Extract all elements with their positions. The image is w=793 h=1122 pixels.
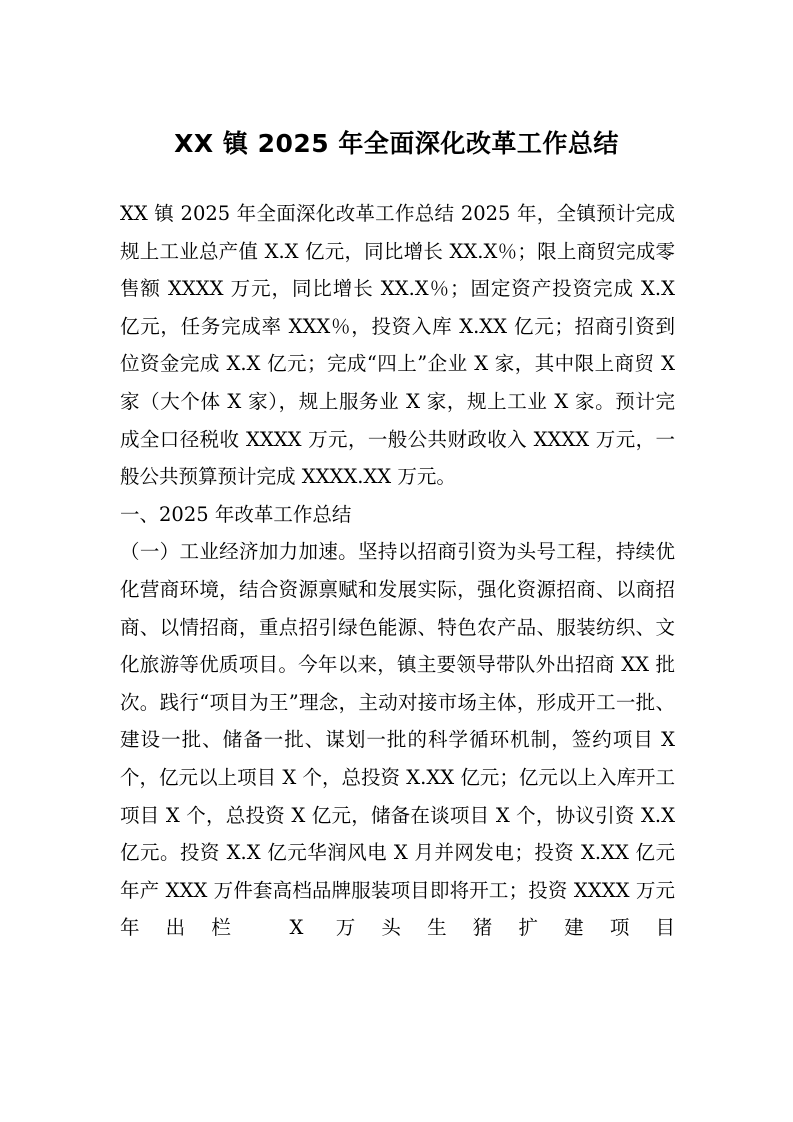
document-body: [120, 195, 675, 947]
document-title: XX 镇 2025 年全面深化改革工作总结: [174, 129, 619, 158]
summary-paragraph: XX 镇 2025 年全面深化改革工作总结 2025 年，全镇预计完成规上工业总产值 X.X 亿元，同比增长 XX.X％；限上商贸完成零售额 XXXX 万元，同比增长 XX.X％；固定资产投资完成 X.X 亿元，任务完成率 XXX％，投资入库 X.XX 亿元；招商引资到位资金完成 X.X 亿元；完成“四上”企业 X 家，其中限上商贸 X 家（大个体 X 家），规上服务业 X 家，规上工业 X 家。预计完成全口径税收 XXXX 万元，一般公共财政收入 XXXX 万元，一般公共预算预计完成 XXXX.XX 万元。: [120, 202, 675, 489]
industry-paragraph: （一）工业经济加力加速。坚持以招商引资为头号工程，持续优化营商环境，结合资源禀赋和发展实际，强化资源招商、以商招商、以情招商，重点招引绿色能源、特色农产品、服装纺织、文化旅游等优质项目。今年以来，镇主要领导带队外出招商 XX 批次。践行“项目为王”理念，主动对接市场主体，形成开工一批、建设一批、储备一批、谋划一批的科学循环机制，签约项目 X 个，亿元以上项目 X 个，总投资 X.XX 亿元；亿元以上入库开工项目 X 个，总投资 X 亿元，储备在谈项目 X 个，协议引资 X.X 亿元。投资 X.X 亿元华润风电 X 月并网发电；投资 X.XX 亿元年产 XXX 万件套高档品牌服装项目即将开工；投资 XXXX 万元年出栏 X 万头生猪扩建项目: [120, 540, 675, 940]
section-heading: 一、2025 年改革工作总结: [120, 502, 352, 526]
